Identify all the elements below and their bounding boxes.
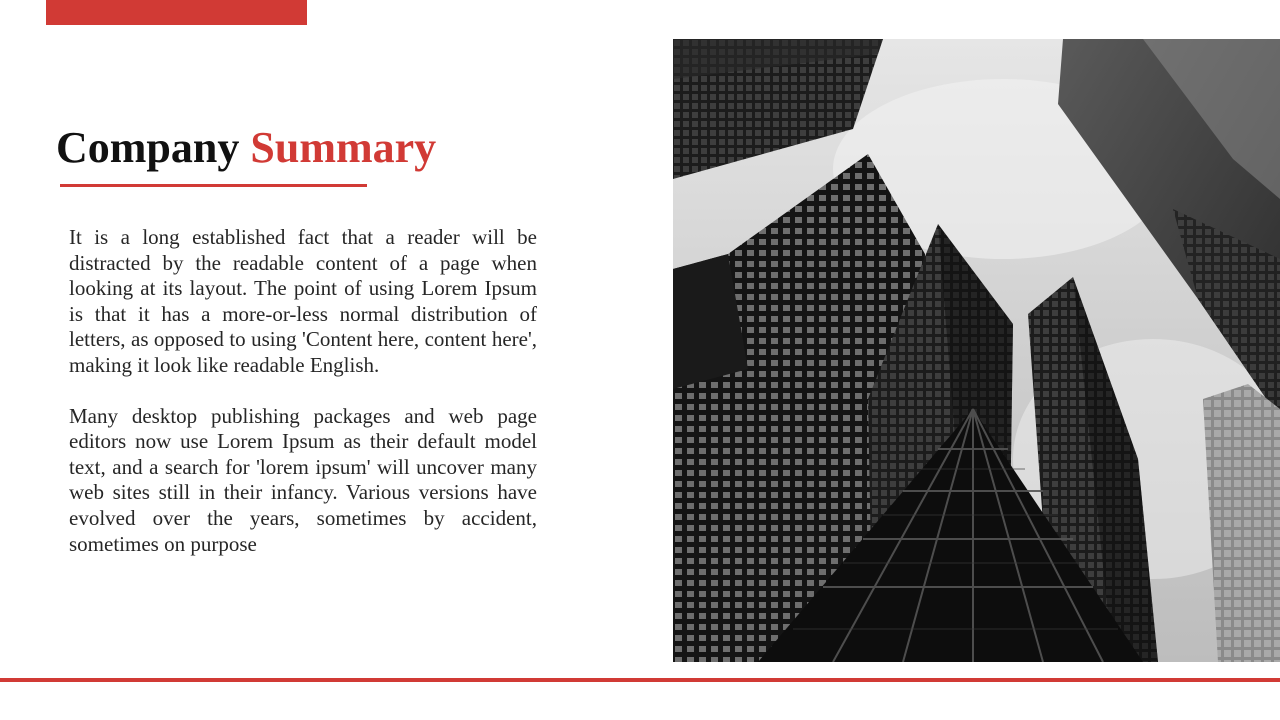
bottom-accent-line: [0, 678, 1280, 682]
title-accent: Summary: [250, 123, 437, 172]
title-plain: Company: [56, 123, 240, 172]
title-underline: [60, 184, 367, 187]
paragraph-2: Many desktop publishing packages and web page editors now use Lorem Ipsum as their default model text, and a search for 'lorem ipsum' will uncover many web sites still in their infancy. Various versions have evolved over the years, sometimes by accident, sometimes on purpose: [69, 403, 537, 556]
body-text: [69, 225, 537, 582]
slide-title: [56, 122, 436, 174]
top-accent-bar: [46, 0, 307, 25]
paragraph-1: It is a long established fact that a reader will be distracted by the readable content of a page when looking at its layout. The point of using Lorem Ipsum is that it has a more-or-less normal distribution of letters, as opposed to using 'Content here, content here', making it look like readable English.: [69, 225, 537, 377]
skyscrapers-photo: [673, 39, 1280, 662]
